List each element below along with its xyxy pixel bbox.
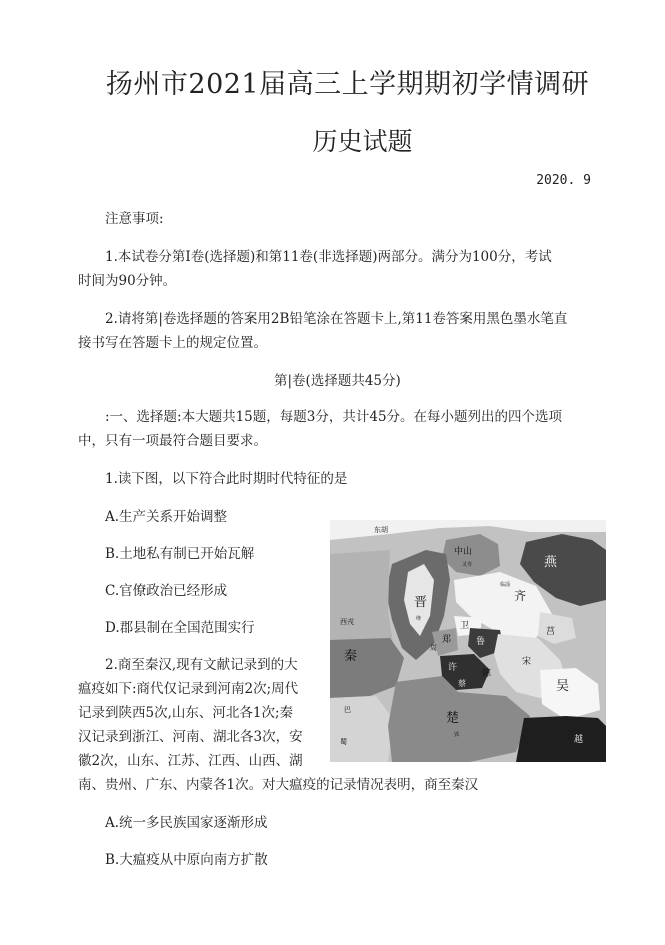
map-label-xirong: 西戎 [340, 618, 354, 626]
question-2-stem-line1: 2.商至秦汉,现有文献记录到的大 [105, 657, 298, 673]
exam-date: 2020. 9 [536, 173, 591, 188]
map-label-chen: 陈 [482, 669, 492, 679]
map-label-ba: 巴 [344, 706, 351, 714]
map-label-lu: 鲁 [476, 637, 486, 647]
map-label-xu: 许 [448, 663, 458, 673]
question-1-stem: 1.读下图，以下符合此时期时代特征的是 [105, 471, 348, 487]
notice-item2-line1: 2.请将第|卷选择题的答案用2B铅笔涂在答题卡上,第11卷答案用黑色墨水笔直 [105, 311, 568, 327]
section-intro-line2: 中，只有一项最符合题目要求。 [78, 433, 267, 449]
map-label-chu-city: 郢 [454, 732, 460, 738]
map-label-song: 宋 [522, 657, 532, 667]
notice-item1-line1: 1.本试卷分第Ⅰ卷(选择题)和第11卷(非选择题)两部分。满分为100分，考试 [105, 249, 552, 265]
map-label-cai: 蔡 [458, 679, 466, 688]
question-2-option-b: B.大瘟疫从中原向南方扩散 [105, 852, 268, 868]
question-2-stem-line4: 汉记录到浙江、河南、湖北各3次，安 [78, 729, 303, 745]
map-label-qin: 秦 [344, 649, 358, 664]
question-1-option-c: C.官僚政治已经形成 [105, 583, 228, 599]
map-label-wei: 卫 [460, 621, 470, 631]
map-label-jin: 晋 [414, 595, 428, 610]
question-2-stem-line3: 记录到陕西5次,山东、河北各1次;秦 [78, 705, 294, 721]
question-2-option-a: A.统一多民族国家逐渐形成 [105, 815, 268, 831]
question-1-option-b: B.土地私有制已开始瓦解 [105, 546, 255, 562]
section-heading: 第|卷(选择题共45分) [274, 373, 401, 389]
question-2-stem-line6: 南、贵州、广东、内蒙各1次。对大瘟疫的记录情况表明，商至秦汉 [78, 777, 479, 793]
notice-item1-line2: 时间为90分钟。 [78, 273, 177, 289]
map-label-qi: 齐 [514, 589, 527, 603]
map-label-jin-city: 绛 [416, 616, 422, 622]
map-label-zhongshan-city: 灵寿 [462, 562, 473, 568]
map-label-zheng: 郑 [442, 635, 452, 645]
map-label-zhongshan: 中山 [454, 547, 473, 557]
map-graphic [330, 520, 606, 762]
question-2-stem-line2: 瘟疫如下:商代仅记录到河南2次;周代 [78, 681, 299, 697]
notice-item2-line2: 接书写在答题卡上的规定位置。 [78, 335, 267, 351]
document-title: 扬州市2021届高三上学期期初学情调研 [105, 69, 590, 100]
map-label-shu: 蜀 [340, 738, 347, 746]
question-1-option-a: A.生产关系开始调整 [105, 509, 228, 525]
notice-heading: 注意事项: [105, 211, 164, 227]
section-intro-line1: :一、选择题:本大题共15题，每题3分，共计45分。在每小题列出的四个选项 [105, 409, 563, 425]
map-region-yue [516, 716, 606, 762]
map-label-yue: 越 [574, 735, 584, 745]
document-subtitle: 历史试题 [312, 127, 413, 156]
question-1-option-d: D.郡县制在全国范围实行 [105, 620, 255, 636]
question-2-stem-line5: 徽2次，山东、江苏、江西、山西、湖 [78, 753, 303, 769]
map-label-wu: 吴 [556, 679, 570, 694]
warring-states-map [330, 520, 606, 762]
map-label-ju: 莒 [546, 627, 556, 637]
map-label-zhou: 周 [430, 644, 437, 652]
map-label-qi-city: 临淄 [500, 582, 511, 588]
map-label-chu: 楚 [446, 711, 460, 726]
map-label-donghu: 东胡 [374, 526, 388, 534]
map-label-yan: 燕 [544, 555, 558, 570]
